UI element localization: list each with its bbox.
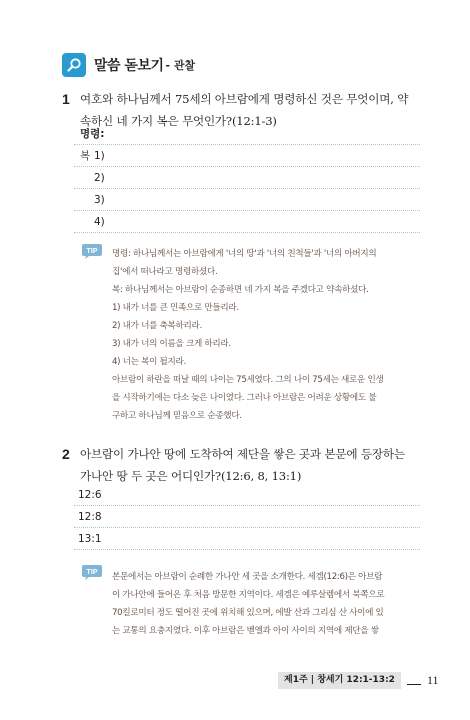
tip-2-line: 는 교통의 요충지였다. 이후 아브람은 벧엘과 아이 사이의 지역에 제단을 쌓 [112,626,379,636]
svg-text:TIP: TIP [86,248,98,255]
blessing-item-3: 3) [94,194,105,206]
svg-text:TIP: TIP [86,569,98,576]
section-subtitle: - 관찰 [165,59,196,72]
tip-2-line: 이 가나안에 들어온 후 처음 방문한 지역이다. 세겜은 예루살렘에서 북쪽으로 [112,590,385,600]
footer-label: 제1주 | 창세기 12:1-13:2 [278,672,401,689]
tip-1-line: 1) 내가 너를 큰 민족으로 만들리라. [112,303,239,313]
blessing-item-4: 4) [94,216,105,228]
section-title: 말씀 돋보기 [94,58,164,74]
tip-icon [81,243,103,259]
ref-label-1: 12:6 [78,489,102,501]
tip-1-line: 집'에서 떠나라고 명령하셨다. [112,267,218,277]
answer-blessing-1-row[interactable] [74,145,420,167]
tip-icon [81,564,103,580]
answer-ref-1-row[interactable] [74,484,420,506]
question-2-number: 2 [62,446,70,462]
question-2-line-2: 가나안 땅 두 곳은 어디인가?(12:6, 8, 13:1) [80,469,302,483]
answer-ref-3-row[interactable] [74,528,420,550]
ref-label-3: 13:1 [78,533,102,545]
tip-2-line: 본문에서는 아브람이 순례한 가나안 세 곳을 소개한다. 세겜(12:6)은 아브람 [112,572,383,582]
answer-command-row[interactable] [74,123,420,145]
tip-1-line: 아브람이 하란을 떠날 때의 나이는 75세였다. 그의 나이 75세는 새로운 인생 [112,375,384,385]
tip-1-content [112,245,426,425]
tip-1-line: 4) 너는 복이 될지라. [112,357,186,367]
page-number: 11 [426,672,439,687]
question-1-line-2: 속하신 네 가지 복은 무엇인가?(12:1-3) [80,114,277,128]
blessing-label: 복 [80,150,91,162]
magnifier-icon [62,53,86,77]
question-2-line-1: 아브람이 가나안 땅에 도착하여 제단을 쌓은 곳과 본문에 등장하는 [80,447,405,461]
ref-label-2: 12:8 [78,511,102,523]
tip-1-line: 3) 내가 너의 이름을 크게 하리라. [112,339,231,349]
answer-blessing-2-row[interactable] [74,167,420,189]
answer-blessing-4-row[interactable] [74,211,420,233]
tip-2-line: 70킬로미터 정도 떨어진 곳에 위치해 있으며, 에발 산과 그리심 산 사이에 있 [112,608,384,618]
command-label: 명령: [80,128,105,140]
question-1-line-1: 여호와 하나님께서 75세의 아브람에게 명령하신 것은 무엇이며, 약 [80,92,409,106]
section-header [62,50,195,80]
page-footer [278,671,439,689]
tip-1-line: 복: 하나님께서는 아브람이 순종하면 네 가지 복을 주겠다고 약속하셨다. [112,285,369,295]
blessing-item-2: 2) [94,172,105,184]
blessing-item-1: 1) [94,150,105,162]
tip-1-line: 을 시작하기에는 다소 늦은 나이였다. 그러나 아브람은 어려운 상황에도 불 [112,393,377,403]
answer-ref-2-row[interactable] [74,506,420,528]
question-1-number: 1 [62,91,70,107]
tip-1-line: 구하고 하나님께 믿음으로 순종했다. [112,411,242,421]
tip-1-line: 명령: 하나님께서는 아브람에게 '너의 땅'과 '너의 친척들'과 '너의 아버지의 [112,249,377,259]
question-2-text [80,443,435,487]
footer-divider [407,684,421,685]
tip-1-line: 2) 내가 너를 축복하리라. [112,321,202,331]
answer-blessing-3-row[interactable] [74,189,420,211]
tip-2-content [112,568,426,640]
